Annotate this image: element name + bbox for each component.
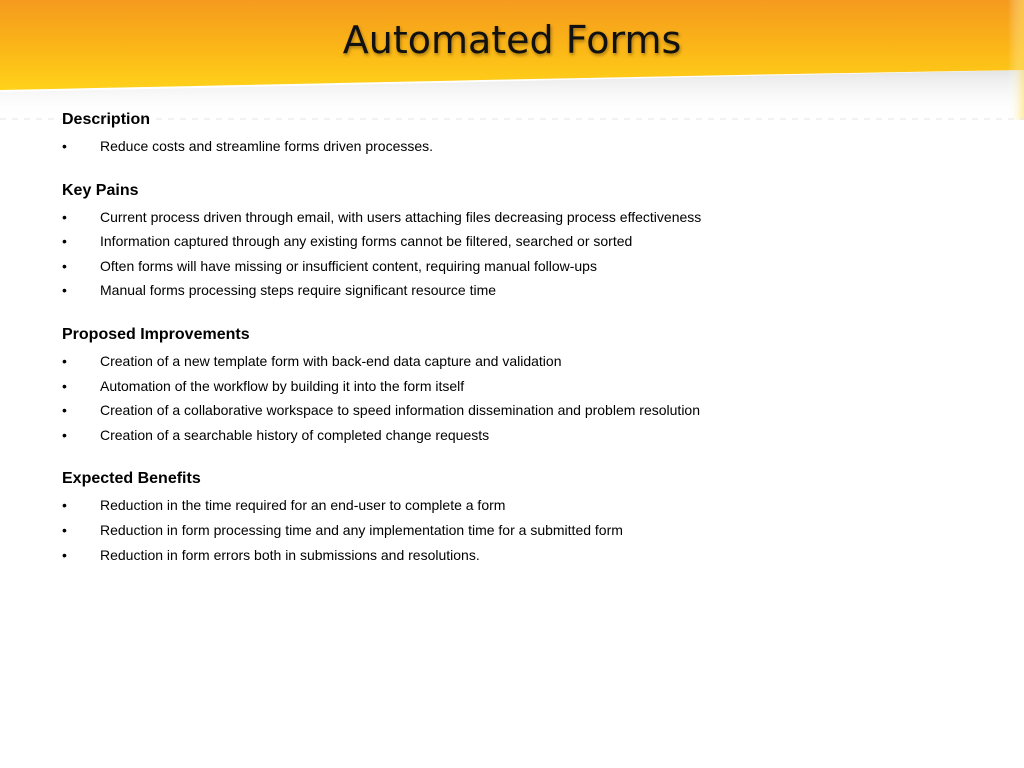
bullet-icon: • bbox=[62, 497, 67, 514]
list-item bbox=[62, 229, 962, 254]
bullet-list bbox=[62, 205, 962, 303]
section-expected-benefits bbox=[62, 467, 962, 567]
section-heading: Proposed Improvements bbox=[62, 325, 250, 343]
list-item bbox=[62, 254, 962, 279]
list-item-text: Automation of the workflow by building it into the form itself bbox=[100, 377, 465, 394]
list-item bbox=[62, 398, 962, 423]
list-item bbox=[62, 349, 962, 374]
bullet-icon: • bbox=[62, 233, 67, 250]
list-item bbox=[62, 374, 962, 399]
bullet-icon: • bbox=[62, 257, 67, 274]
list-item-text: Reduction in form errors both in submissions and resolutions. bbox=[100, 546, 480, 563]
list-item bbox=[62, 205, 962, 230]
bullet-icon: • bbox=[62, 282, 67, 299]
list-item-text: Reduce costs and streamline forms driven processes. bbox=[100, 138, 434, 154]
list-item bbox=[62, 134, 962, 159]
list-item-text: Manual forms processing steps require significant resource time bbox=[100, 282, 497, 299]
list-item-text: Creation of a collaborative workspace to speed information dissemination and problem resolution bbox=[100, 402, 700, 419]
bullet-icon: • bbox=[62, 402, 67, 419]
list-item bbox=[62, 543, 962, 568]
section-heading: Expected Benefits bbox=[62, 470, 201, 488]
section-proposed-improvements bbox=[62, 323, 962, 447]
section-key-pains bbox=[62, 179, 962, 303]
section-description bbox=[62, 108, 962, 159]
slide-content bbox=[62, 108, 962, 587]
list-item bbox=[62, 493, 962, 518]
bullet-icon: • bbox=[62, 377, 67, 394]
list-item bbox=[62, 518, 962, 543]
list-item-text: Creation of a new template form with back-end data capture and validation bbox=[100, 352, 562, 369]
bullet-icon: • bbox=[62, 352, 67, 369]
bullet-icon: • bbox=[62, 208, 67, 225]
section-heading: Key Pains bbox=[62, 181, 139, 199]
bullet-list bbox=[62, 134, 962, 159]
list-item bbox=[62, 423, 962, 448]
list-item-text: Current process driven through email, with users attaching files decreasing process effectiveness bbox=[100, 208, 702, 225]
bullet-icon: • bbox=[62, 138, 67, 154]
bullet-icon: • bbox=[62, 546, 67, 563]
list-item-text: Often forms will have missing or insufficient content, requiring manual follow-ups bbox=[100, 257, 597, 274]
bullet-icon: • bbox=[62, 426, 67, 443]
bullet-list bbox=[62, 349, 962, 447]
list-item-text: Reduction in the time required for an end-user to complete a form bbox=[100, 497, 506, 514]
list-item-text: Information captured through any existing forms cannot be filtered, searched or sorted bbox=[100, 233, 633, 250]
list-item-text: Creation of a searchable history of completed change requests bbox=[100, 426, 490, 443]
slide-title: Automated Forms bbox=[342, 18, 682, 62]
bullet-icon: • bbox=[62, 521, 67, 538]
list-item-text: Reduction in form processing time and any implementation time for a submitted form bbox=[100, 521, 623, 538]
list-item bbox=[62, 278, 962, 303]
bullet-list bbox=[62, 493, 962, 567]
section-heading: Description bbox=[62, 111, 151, 128]
